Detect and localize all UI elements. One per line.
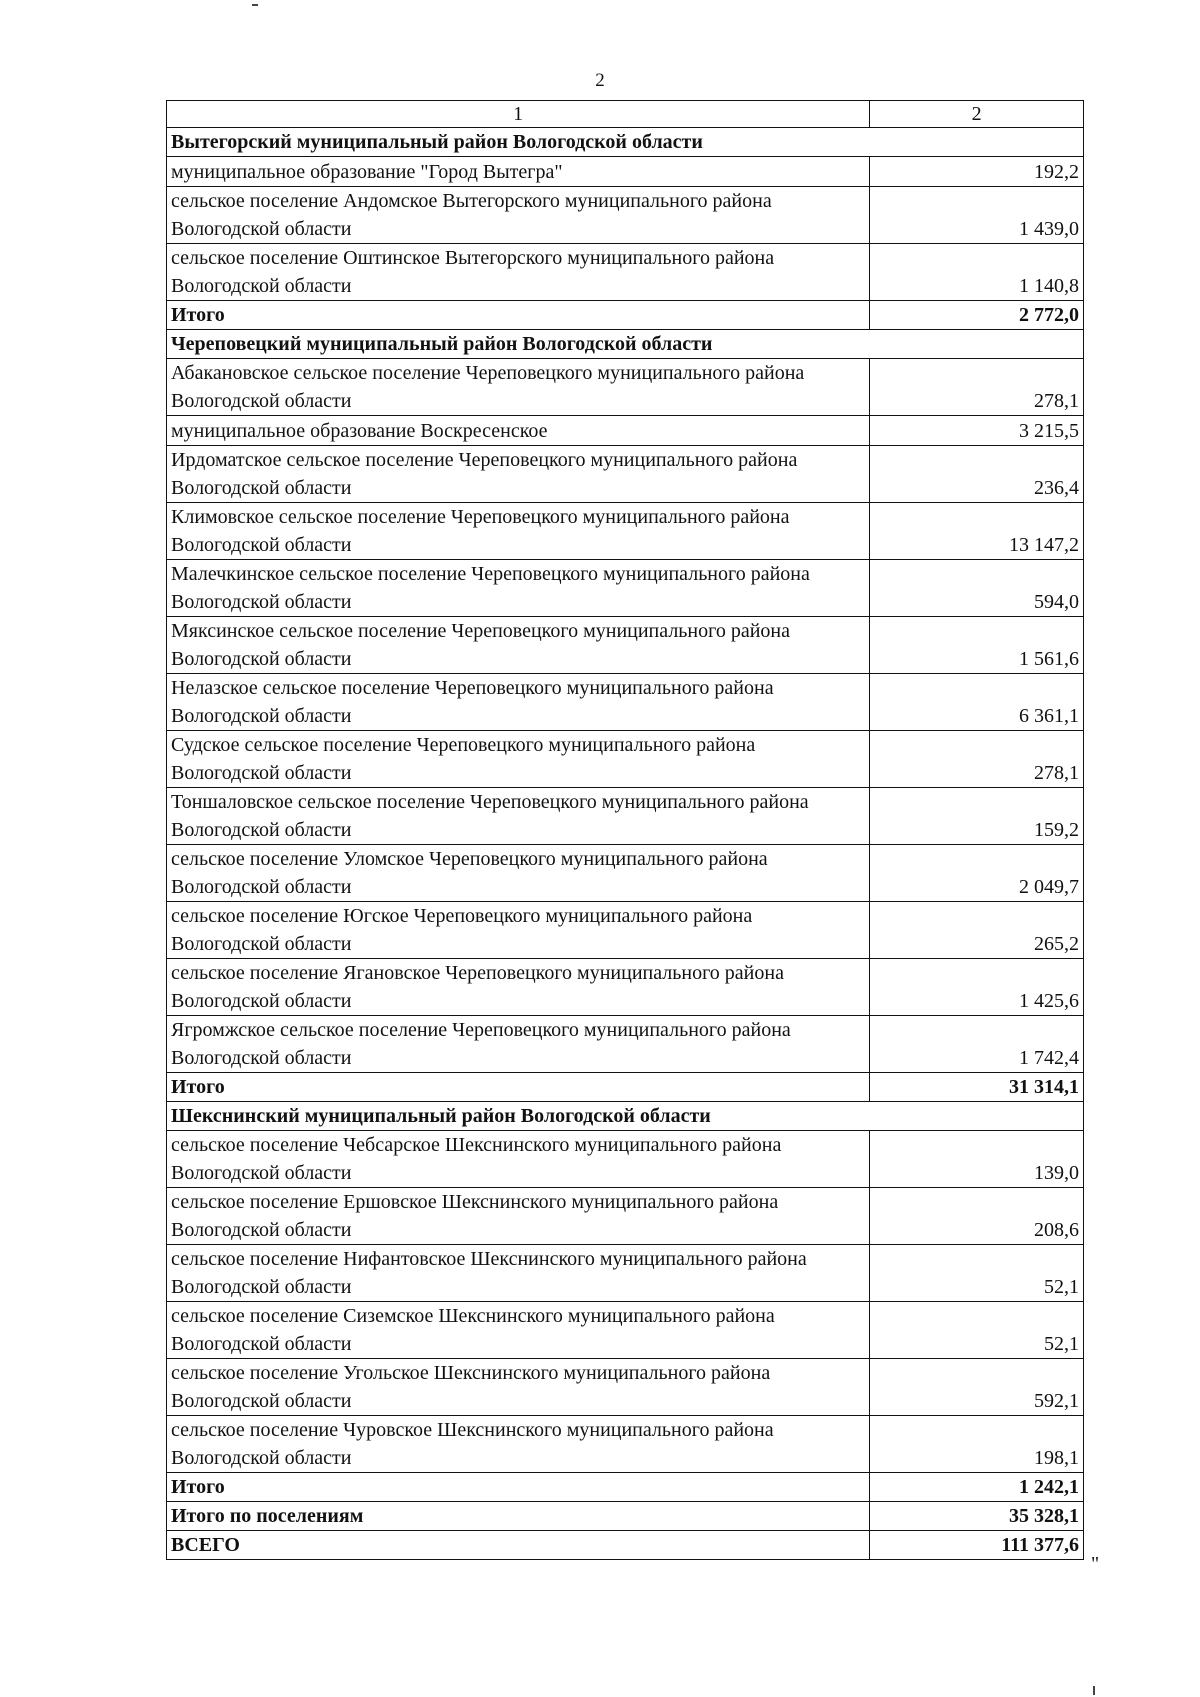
settlement-name: сельское поселение Югское Череповецкого муниципального района Вологодской области: [167, 902, 870, 959]
column-header-1: 1: [167, 101, 870, 128]
grand-total-value: 111 377,6: [870, 1531, 1084, 1560]
settlement-value: 1 439,0: [870, 187, 1084, 244]
closing-quote-mark: ": [1091, 1553, 1100, 1575]
settlement-value: 278,1: [870, 359, 1084, 416]
section-title: Череповецкий муниципальный район Вологодской области: [167, 330, 1084, 359]
settlement-name: сельское поселение Сиземское Шекснинского муниципального района Вологодской области: [167, 1302, 870, 1359]
table-row: [167, 187, 1084, 244]
settlement-value: 1 140,8: [870, 244, 1084, 301]
table-row: [167, 1188, 1084, 1245]
subtotal-label: Итого: [167, 1473, 870, 1502]
settlement-name: сельское поселение Ершовское Шекснинского муниципального района Вологодской области: [167, 1188, 870, 1245]
table-row: [167, 674, 1084, 731]
settlement-name: Мяксинское сельское поселение Череповецкого муниципального района Вологодской области: [167, 617, 870, 674]
table-row: [167, 1302, 1084, 1359]
subtotal-row: [167, 301, 1084, 330]
scan-artifact: [252, 4, 258, 6]
subtotal-label: Итого: [167, 301, 870, 330]
table-row: [167, 1359, 1084, 1416]
table-row: [167, 788, 1084, 845]
settlement-value: 192,2: [870, 157, 1084, 187]
table-row: [167, 731, 1084, 788]
section-title: Шекснинский муниципальный район Вологодской области: [167, 1102, 1084, 1131]
settlements-total-value: 35 328,1: [870, 1502, 1084, 1531]
table-row: [167, 359, 1084, 416]
column-header-row: [167, 101, 1084, 128]
settlement-value: 278,1: [870, 731, 1084, 788]
settlement-value: 3 215,5: [870, 416, 1084, 446]
subtotal-row: [167, 1473, 1084, 1502]
table-row: [167, 1245, 1084, 1302]
settlement-value: 1 561,6: [870, 617, 1084, 674]
settlement-value: 198,1: [870, 1416, 1084, 1473]
settlement-value: 52,1: [870, 1302, 1084, 1359]
scan-artifact: [1093, 1686, 1095, 1695]
table-row: [167, 1131, 1084, 1188]
settlement-name: Тоншаловское сельское поселение Череповецкого муниципального района Вологодской области: [167, 788, 870, 845]
column-header-2: 2: [870, 101, 1084, 128]
settlement-value: 159,2: [870, 788, 1084, 845]
table-row: [167, 1016, 1084, 1073]
settlement-name: Ирдоматское сельское поселение Череповецкого муниципального района Вологодской области: [167, 446, 870, 503]
settlement-value: 265,2: [870, 902, 1084, 959]
subtotal-value: 31 314,1: [870, 1073, 1084, 1102]
settlements-total-label: Итого по поселениям: [167, 1502, 870, 1531]
settlement-name: сельское поселение Чуровское Шекснинского муниципального района Вологодской области: [167, 1416, 870, 1473]
table-row: [167, 902, 1084, 959]
settlement-value: 2 049,7: [870, 845, 1084, 902]
settlement-name: Климовское сельское поселение Череповецкого муниципального района Вологодской области: [167, 503, 870, 560]
settlement-value: 236,4: [870, 446, 1084, 503]
settlement-name: Нелазское сельское поселение Череповецкого муниципального района Вологодской области: [167, 674, 870, 731]
subtotal-row: [167, 1073, 1084, 1102]
page-number: 2: [595, 70, 605, 91]
settlement-name: сельское поселение Андомское Вытегорского муниципального района Вологодской области: [167, 187, 870, 244]
allocation-table: [166, 100, 1084, 1560]
settlement-value: 1 425,6: [870, 959, 1084, 1016]
settlement-name: сельское поселение Уломское Череповецкого муниципального района Вологодской области: [167, 845, 870, 902]
settlement-value: 6 361,1: [870, 674, 1084, 731]
settlement-name: сельское поселение Чебсарское Шекснинского муниципального района Вологодской области: [167, 1131, 870, 1188]
table-row: [167, 446, 1084, 503]
table-row: [167, 157, 1084, 187]
settlement-value: 13 147,2: [870, 503, 1084, 560]
settlement-name: муниципальное образование "Город Вытегра": [167, 157, 870, 187]
table-row: [167, 503, 1084, 560]
table-row: [167, 845, 1084, 902]
section-header-row: [167, 128, 1084, 157]
settlement-name: Абакановское сельское поселение Череповецкого муниципального района Вологодской области: [167, 359, 870, 416]
settlement-value: 592,1: [870, 1359, 1084, 1416]
settlement-value: 208,6: [870, 1188, 1084, 1245]
settlement-value: 52,1: [870, 1245, 1084, 1302]
settlement-name: Судское сельское поселение Череповецкого муниципального района Вологодской области: [167, 731, 870, 788]
table-row: [167, 959, 1084, 1016]
grand-total-label: ВСЕГО: [167, 1531, 870, 1560]
section-header-row: [167, 1102, 1084, 1131]
settlement-name: муниципальное образование Воскресенское: [167, 416, 870, 446]
subtotal-value: 1 242,1: [870, 1473, 1084, 1502]
subtotal-label: Итого: [167, 1073, 870, 1102]
settlement-name: Ягромжское сельское поселение Череповецкого муниципального района Вологодской области: [167, 1016, 870, 1073]
table-row: [167, 244, 1084, 301]
section-header-row: [167, 330, 1084, 359]
settlement-value: 1 742,4: [870, 1016, 1084, 1073]
table-row: [167, 1416, 1084, 1473]
settlement-name: Малечкинское сельское поселение Череповецкого муниципального района Вологодской области: [167, 560, 870, 617]
grand-total-row: [167, 1531, 1084, 1560]
table-row: [167, 416, 1084, 446]
table-row: [167, 560, 1084, 617]
settlement-value: 139,0: [870, 1131, 1084, 1188]
section-title: Вытегорский муниципальный район Вологодской области: [167, 128, 1084, 157]
settlements-total-row: [167, 1502, 1084, 1531]
table-row: [167, 617, 1084, 674]
subtotal-value: 2 772,0: [870, 301, 1084, 330]
settlement-name: сельское поселение Нифантовское Шекснинского муниципального района Вологодской области: [167, 1245, 870, 1302]
settlement-name: сельское поселение Ягановское Череповецкого муниципального района Вологодской области: [167, 959, 870, 1016]
settlement-value: 594,0: [870, 560, 1084, 617]
settlement-name: сельское поселение Угольское Шекснинского муниципального района Вологодской области: [167, 1359, 870, 1416]
settlement-name: сельское поселение Оштинское Вытегорского муниципального района Вологодской области: [167, 244, 870, 301]
